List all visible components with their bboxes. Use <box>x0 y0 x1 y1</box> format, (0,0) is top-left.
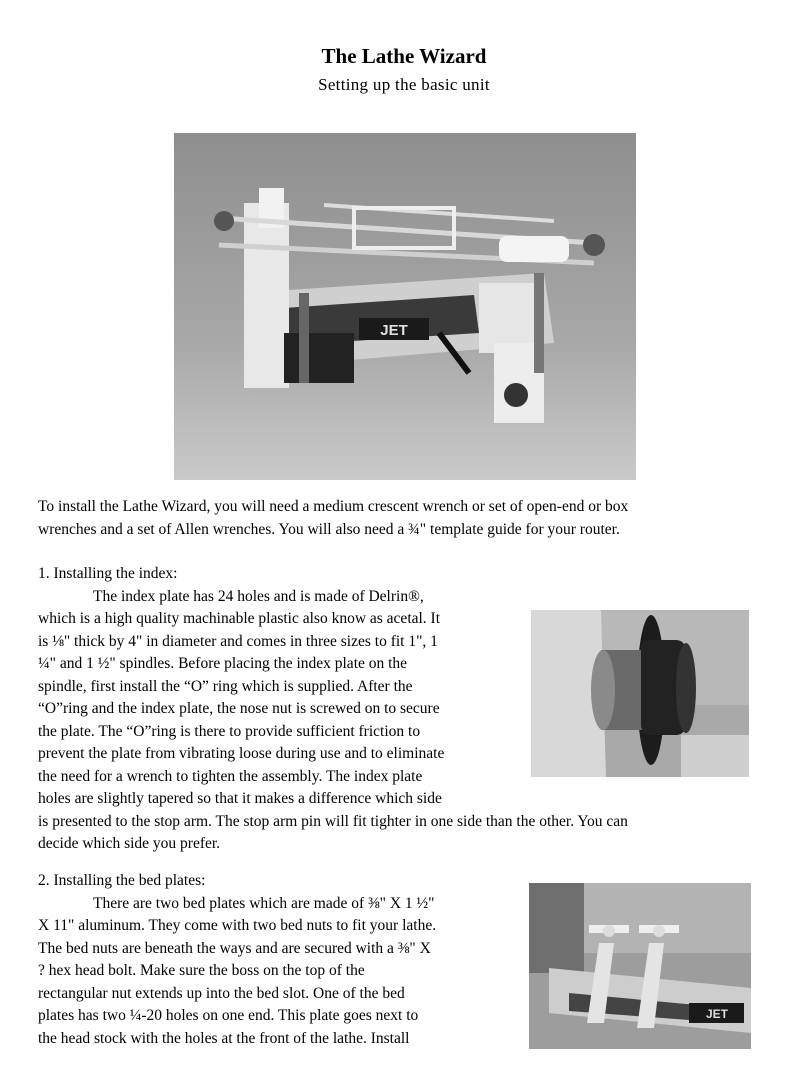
section-2-line: There are two bed plates which are made of ⅜" X 1 ½" <box>93 894 435 912</box>
section-1-line: is ⅛" thick by 4" in diameter and comes in three sizes to fit 1", 1 <box>38 632 438 650</box>
jet-badge-main: JET <box>380 322 408 339</box>
section-2-line: The bed nuts are beneath the ways and are secured with a ⅜" X <box>38 939 431 957</box>
section-2-line: plates has two ¼-20 holes on one end. This plate goes next to <box>38 1007 419 1024</box>
bed-plates-photo <box>529 883 751 1049</box>
section-1-heading: 1. Installing the index: <box>38 565 178 582</box>
section-1-line: decide which side you prefer. <box>38 835 221 852</box>
section-2-heading: 2. Installing the bed plates: <box>38 872 206 889</box>
page-subtitle: Setting up the basic unit <box>318 75 490 94</box>
section-1-line: spindle, first install the “O” ring which is supplied. After the <box>38 677 413 695</box>
section-1-line: “O”ring and the index plate, the nose nut is screwed on to secure <box>38 700 440 717</box>
intro-line-2: wrenches and a set of Allen wrenches. You will also need a ¾" template guide for your router. <box>38 520 620 538</box>
section-2-line: the head stock with the holes at the front of the lathe. Install <box>38 1029 410 1047</box>
section-2 <box>38 870 436 1050</box>
section-1-line: is presented to the stop arm. The stop arm pin will fit tighter in one side than the other. You can <box>38 812 628 830</box>
section-2-line: X 11" aluminum. They come with two bed nuts to fit your lathe. <box>38 917 437 934</box>
section-2-line: ? hex head bolt. Make sure the boss on the top of the <box>38 962 365 979</box>
section-1 <box>38 563 628 856</box>
section-1-line: the plate. The “O”ring is there to provide sufficient friction to <box>38 722 421 740</box>
intro-line-1: To install the Lathe Wizard, you will need a medium crescent wrench or set of open-end or box <box>38 498 629 515</box>
section-1-line: ¼" and 1 ½" spindles. Before placing the index plate on the <box>38 655 408 672</box>
section-1-line: holes are slightly tapered so that it makes a difference which side <box>38 790 442 807</box>
section-2-line: rectangular nut extends up into the bed slot. One of the bed <box>38 984 405 1002</box>
page-title: The Lathe Wizard <box>321 44 487 68</box>
section-1-line: the need for a wrench to tighten the assembly. The index plate <box>38 767 423 785</box>
section-1-line: The index plate has 24 holes and is made of Delrin®, <box>93 587 424 605</box>
intro-paragraph <box>38 496 628 541</box>
lathe-wizard-photo <box>174 133 636 480</box>
section-1-line: which is a high quality machinable plastic also know as acetal. It <box>38 610 441 627</box>
section-1-line: prevent the plate from vibrating loose during use and to eliminate <box>38 745 445 762</box>
jet-badge-small: JET <box>705 1007 729 1021</box>
